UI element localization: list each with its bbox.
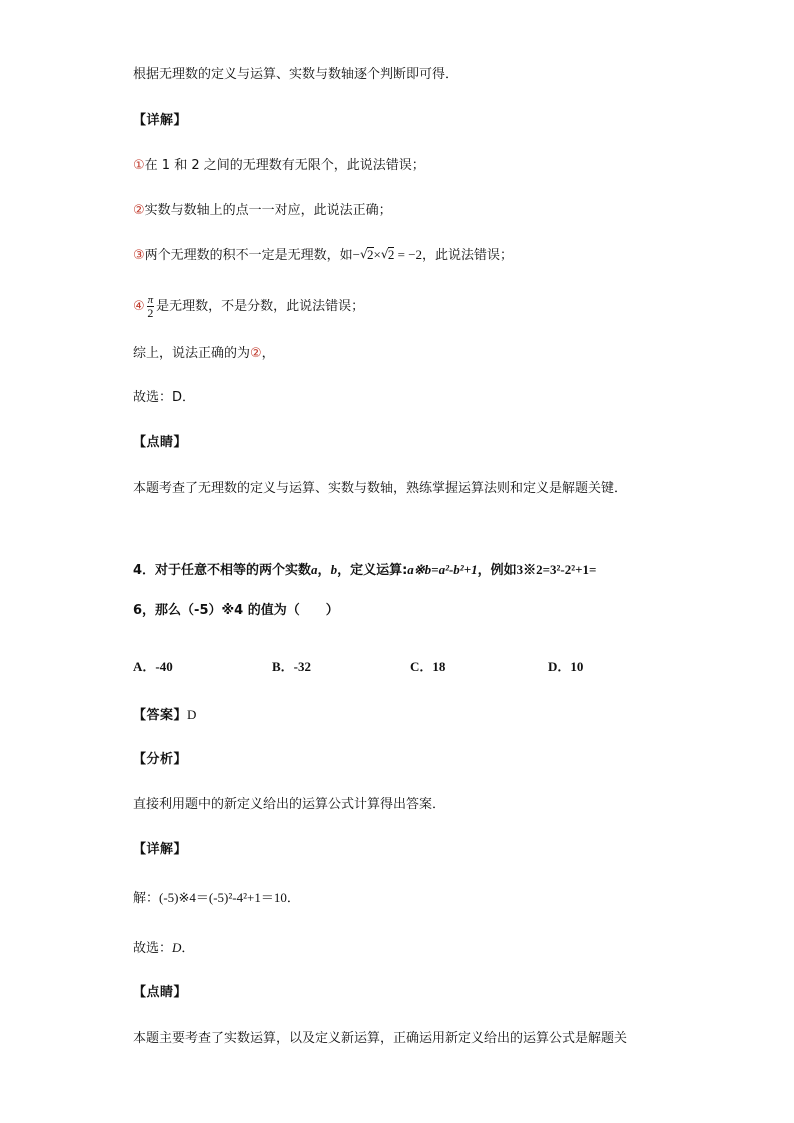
var-a: a (311, 562, 318, 577)
answer-line (133, 706, 196, 725)
item-4 (133, 292, 364, 322)
analysis-heading: 【分析】 (133, 752, 188, 767)
sqrt-1-value: 2 (367, 247, 374, 262)
summary-suffix: ， (261, 346, 275, 361)
item-3-text: 两个无理数的积不一定是无理数，如 (144, 248, 353, 263)
question-mid: ，定义运算: (337, 563, 408, 578)
comment-text: 本题主要考查了实数运算，以及定义新运算，正确运用新定义给出的运算公式是解题关 (133, 1031, 628, 1046)
prev-detail-heading: 【详解】 (133, 113, 188, 128)
sqrt-2-value: 2 (387, 247, 395, 262)
item-3 (133, 246, 513, 265)
answer-value: D (187, 707, 197, 722)
prev-choice: 故选：D． (133, 390, 196, 405)
circled-2: ② (133, 203, 145, 218)
question-example: ，例如3※2=3²-2²+1= (477, 562, 597, 577)
equals-result: = −2 (397, 247, 423, 262)
choice-prefix: 故选： (133, 941, 173, 956)
question-prefix: 4．对于任意不相等的两个实数 (133, 563, 312, 578)
fraction-numerator: π (147, 293, 154, 306)
item-2-text: 实数与数轴上的点一一对应，此说法正确； (144, 203, 392, 218)
prev-comment-heading: 【点睛】 (133, 435, 188, 450)
item-4-text: 是无理数，不是分数，此说法错误； (156, 299, 365, 314)
minus-sign: − (352, 247, 361, 262)
circled-1: ① (133, 158, 145, 173)
item-3-expr (353, 247, 422, 262)
prev-comment: 本题考查了无理数的定义与运算、实数与数轴，熟练掌握运算法则和定义是解题关键． (133, 481, 628, 496)
detail-line (133, 889, 300, 908)
detail-heading: 【详解】 (133, 842, 188, 857)
option-a: A．-40 (133, 659, 173, 674)
pi-over-2-fraction (147, 294, 155, 320)
summary-prefix: 综上，说法正确的为 (133, 346, 251, 361)
item-2 (133, 202, 392, 220)
question-line-1 (133, 561, 596, 580)
summary-circled-2: ② (250, 346, 262, 361)
question-comma: ， (317, 563, 331, 578)
option-c: C．18 (410, 659, 446, 674)
detail-prefix: 解： (133, 891, 160, 906)
item-3-text-after: ，此说法错误； (422, 248, 514, 263)
prev-analysis: 根据无理数的定义与运算、实数与数轴逐个判断即可得． (133, 67, 459, 82)
fraction-denominator: 2 (147, 305, 154, 320)
detail-expression: (-5)※4＝(-5)²-4²+1＝10． (159, 890, 300, 905)
circled-3: ③ (133, 248, 145, 263)
choice-value: D (172, 940, 182, 955)
sqrt-symbol (360, 246, 374, 264)
item-1 (133, 157, 425, 175)
times-sign: × (373, 247, 381, 262)
sqrt-symbol (381, 246, 395, 264)
item-1-text: 在 1 和 2 之间的无理数有无限个，此说法错误； (144, 158, 425, 173)
circled-4: ④ (133, 299, 145, 314)
prev-summary (133, 345, 275, 363)
question-line-2: 6，那么（-5）※4 的值为（ ） (133, 603, 339, 618)
choice-line (133, 939, 194, 958)
analysis-text: 直接利用题中的新定义给出的运算公式计算得出答案． (133, 797, 446, 812)
option-d: D．10 (548, 659, 584, 674)
var-b: b (330, 562, 338, 577)
comment-heading: 【点睛】 (133, 985, 188, 1000)
option-b: B．-32 (272, 659, 312, 674)
choice-suffix: ． (181, 941, 195, 956)
operation-definition: a※b=a²-b²+1 (407, 562, 478, 577)
answer-label: 【答案】 (133, 708, 188, 723)
